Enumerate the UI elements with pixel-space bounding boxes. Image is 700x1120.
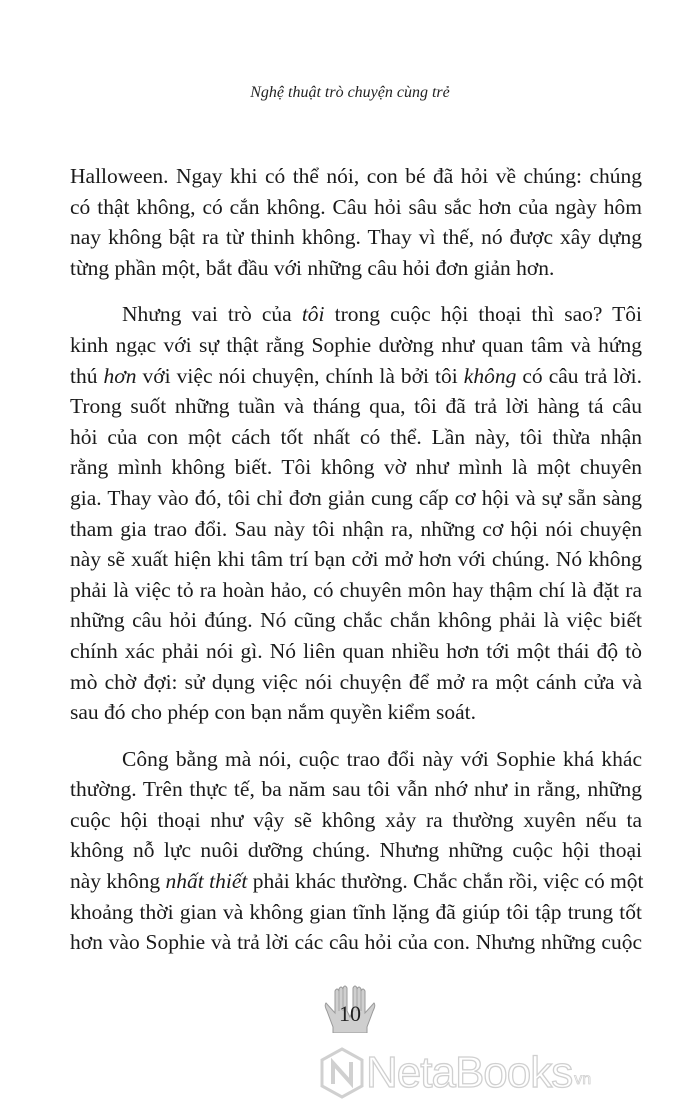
text-line: [70, 697, 642, 728]
text-line: [70, 897, 642, 928]
text-segment: hơn vào Sophie và trả lời các câu hỏi của con. Nhưng những cuộc: [70, 930, 642, 955]
text-line: [70, 253, 642, 284]
watermark-brand: NetaBooks: [366, 1048, 573, 1097]
text-segment: Nhưng vai trò của: [122, 302, 302, 327]
text-segment: phải khác thường. Chắc chắn rồi, việc có một: [247, 869, 644, 894]
text-segment: này sẽ xuất hiện khi tâm trí bạn cởi mở hơn với chúng. Nó không: [70, 547, 642, 572]
text-line: [70, 391, 642, 422]
text-segment: thú: [70, 363, 104, 388]
emphasis-text: không: [463, 363, 517, 388]
page-number-ornament: [323, 983, 377, 1033]
text-line: [70, 927, 642, 958]
netabooks-watermark: [318, 1046, 591, 1100]
text-segment: khoảng thời gian và không gian tĩnh lặng đã giúp tôi tập trung tốt: [70, 899, 642, 924]
text-segment: cuộc hội thoại như vậy sẽ không xảy ra thường xuyên nếu ta: [70, 807, 642, 832]
text-segment: nay không bật ra từ thinh không. Thay vì thế, nó được xây dựng: [70, 225, 642, 250]
paragraph: [70, 161, 642, 283]
text-line: [70, 361, 642, 392]
emphasis-text: hơn: [103, 363, 137, 388]
text-line: [70, 866, 642, 897]
running-head: Nghệ thuật trò chuyện cùng trẻ: [250, 84, 450, 101]
text-line: [70, 744, 642, 775]
text-line: [70, 483, 642, 514]
text-line: [70, 452, 642, 483]
text-segment: có câu trả lời.: [516, 363, 642, 388]
text-segment: Halloween. Ngay khi có thể nói, con bé đã hỏi về chúng: chúng: [70, 164, 642, 188]
text-segment: từng phần một, bắt đầu với những câu hỏi đơn giản hơn.: [70, 255, 555, 280]
text-segment: rằng mình không biết. Tôi không vờ như mình là một chuyên: [70, 455, 642, 480]
body-text: [70, 161, 642, 974]
text-segment: kinh ngạc với sự thật rằng Sophie dường như quan tâm và hứng: [70, 332, 642, 357]
paragraph: [70, 744, 642, 958]
page-number: 10: [339, 1001, 361, 1026]
text-segment: sau đó cho phép con bạn nắm quyền kiểm soát.: [70, 700, 477, 725]
text-segment: tham gia trao đổi. Sau này tôi nhận ra, những cơ hội nói chuyện: [70, 516, 642, 541]
text-line: [70, 514, 642, 545]
text-segment: không nỗ lực nuôi dưỡng chúng. Nhưng những cuộc hội thoại: [70, 838, 642, 863]
text-line: [70, 805, 642, 836]
text-segment: phải là việc tỏ ra hoàn hảo, có chuyên môn hay thậm chí là đặt ra: [70, 577, 642, 602]
text-segment: Công bằng mà nói, cuộc trao đổi này với Sophie khá khác: [122, 746, 642, 771]
text-segment: mò chờ đợi: sử dụng việc nói chuyện để mở ra một cánh cửa và: [70, 669, 642, 694]
text-line: [70, 667, 642, 698]
text-line: [70, 330, 642, 361]
text-segment: có thật không, có cắn không. Câu hỏi sâu sắc hơn của ngày hôm: [70, 194, 642, 219]
text-line: [70, 222, 642, 253]
text-line: [70, 774, 642, 805]
text-segment: Trong suốt những tuần và tháng qua, tôi đã trả lời hàng tá câu: [70, 394, 642, 419]
text-segment: chính xác phải nói gì. Nó liên quan nhiều hơn tới một thái độ tò: [70, 638, 642, 663]
text-segment: những câu hỏi đúng. Nó cũng chắc chắn không phải là việc biết: [70, 608, 642, 633]
emphasis-text: nhất thiết: [165, 869, 248, 894]
text-segment: gia. Thay vào đó, tôi chỉ đơn giản cung cấp cơ hội và sự sẵn sàng: [70, 485, 642, 510]
text-line: [70, 161, 642, 192]
text-segment: hỏi của con một cách tốt nhất có thể. Lần này, tôi thừa nhận: [70, 424, 642, 449]
watermark-suffix: vn: [574, 1071, 592, 1088]
text-segment: thường. Trên thực tế, ba năm sau tôi vẫn nhớ như in rằng, những: [70, 777, 642, 802]
text-line: [70, 636, 642, 667]
emphasis-text: tôi: [301, 302, 325, 327]
paragraph: [70, 299, 642, 727]
text-line: [70, 835, 642, 866]
text-line: [70, 605, 642, 636]
text-segment: với việc nói chuyện, chính là bởi tôi: [136, 363, 464, 388]
text-line: [70, 299, 642, 330]
text-segment: trong cuộc hội thoại thì sao? Tôi: [324, 302, 642, 327]
text-segment: này không: [70, 869, 166, 894]
text-line: [70, 575, 642, 606]
netabooks-logo-icon: [318, 1046, 366, 1100]
text-line: [70, 192, 642, 223]
text-line: [70, 422, 642, 453]
text-line: [70, 544, 642, 575]
